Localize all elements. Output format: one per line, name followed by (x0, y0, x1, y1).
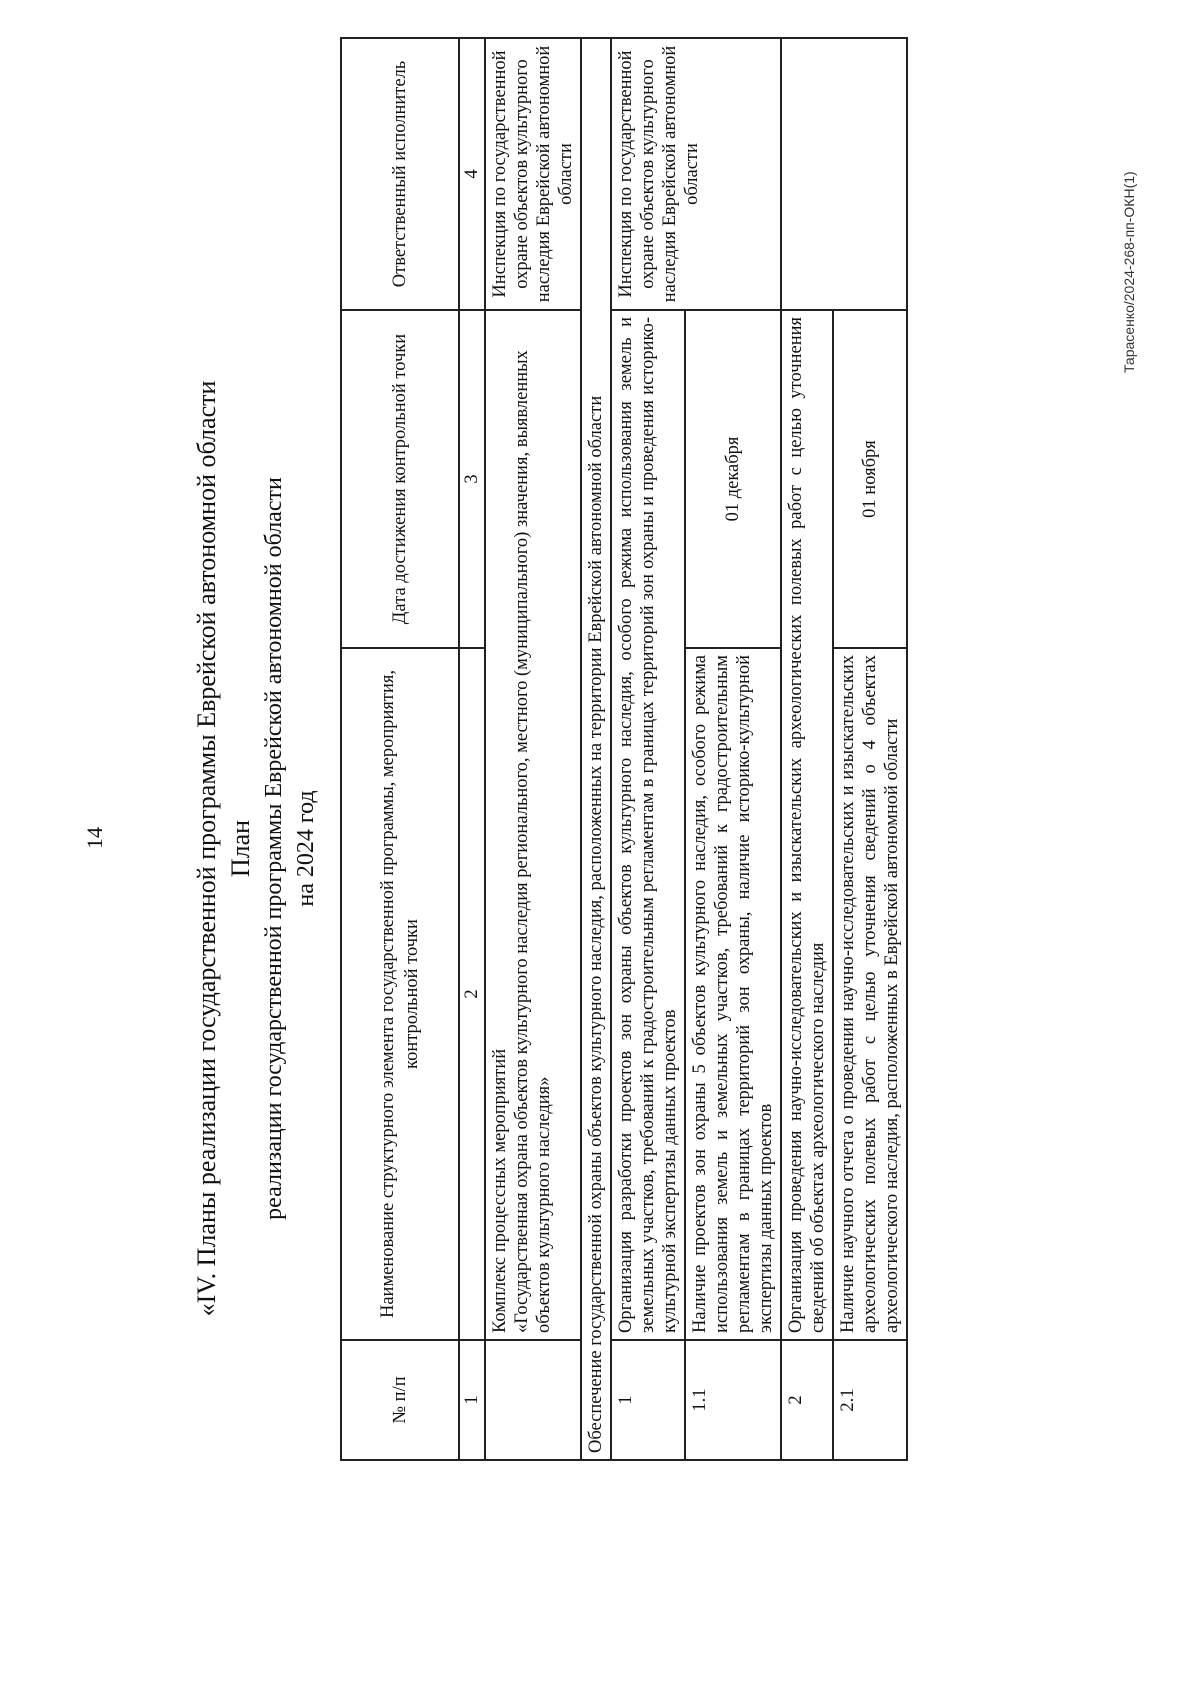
table-row-2 (781, 38, 833, 1460)
table-row-complex (485, 38, 581, 1460)
col-number: 1 (459, 1340, 485, 1460)
cell-num: 2.1 (833, 1340, 907, 1460)
table-row-1 (611, 38, 685, 1460)
cell-responsible-empty (781, 38, 907, 310)
cell-num (485, 1340, 581, 1460)
col-number: 4 (459, 38, 485, 310)
cell-task: Обеспечение государственной охраны объектов культурного наследия, расположенных на территории Еврейской автономной области (581, 38, 611, 1460)
header-date: Дата достижения контрольной точки (341, 310, 459, 648)
heading-year: на 2024 год (293, 790, 319, 907)
cell-date: 01 ноября (833, 310, 907, 648)
document-heading (190, 0, 322, 1697)
table-row-task (581, 38, 611, 1460)
header-responsible: Ответственный исполнитель (341, 38, 459, 310)
col-number: 2 (459, 648, 485, 1340)
header-num: № п/п (341, 1340, 459, 1460)
cell-checkpoint: Наличие научного отчета о проведении научно-исследовательских и изыскательских археологических полевых работ с целью уточнения сведений о 4 объектах археологического наследия, расположенных в Еврейской автономной области (833, 648, 907, 1340)
cell-date: 01 декабря (685, 310, 781, 648)
col-number: 3 (459, 310, 485, 648)
heading-plan: План (226, 819, 255, 878)
column-number-row (459, 38, 485, 1460)
cell-complex-name (485, 310, 581, 1340)
heading-section-title: «IV. Планы реализации государственной программы Еврейской автономной области (192, 380, 221, 1317)
footer-document-code: Тарасенко/2024-268-пп-ОКН(1) (1121, 171, 1137, 373)
heading-plan-subject: реализации государственной программы Еврейской автономной области (261, 477, 287, 1220)
cell-responsible: Инспекция по государственной охране объектов культурного наследия Еврейской автономной области (611, 38, 781, 310)
cell-num: 2 (781, 1340, 833, 1460)
table-header-row (341, 38, 459, 1460)
cell-num: 1.1 (685, 1340, 781, 1460)
complex-label: Комплекс процессных мероприятий (490, 1048, 510, 1333)
cell-checkpoint: Наличие проектов зон охраны 5 объектов культурного наследия, особого режима использования земель и земельных участков, требований к градостроительным регламентам в границах территорий зон охраны, наличие историко-культурной экспертизы данных проектов (685, 648, 781, 1340)
complex-title: «Государственная охрана объектов культурного наследия регионального, местного (муниципального) значения, выявленных объектов культурного наследия» (512, 350, 554, 1333)
cell-activity: Организация разработки проектов зон охраны объектов культурного наследия, особого режима использования земель и земельных участков, требований к градостроительным регламентам в границах территорий зон охраны и проведения историко-культурной экспертизы данных проектов (611, 310, 685, 1340)
cell-num: 1 (611, 1340, 685, 1460)
cell-activity: Организация проведения научно-исследовательских и изыскательских археологических полевых работ с целью уточнения сведений об объектах археологического наследия (781, 310, 833, 1340)
page-number: 14 (82, 827, 107, 849)
plan-table (340, 37, 908, 1461)
header-name: Наименование структурного элемента государственной программы, мероприятия, контрольной точки (341, 648, 459, 1340)
cell-responsible: Инспекция по государственной охране объектов культурного наследия Еврейской автономной области (485, 38, 581, 310)
